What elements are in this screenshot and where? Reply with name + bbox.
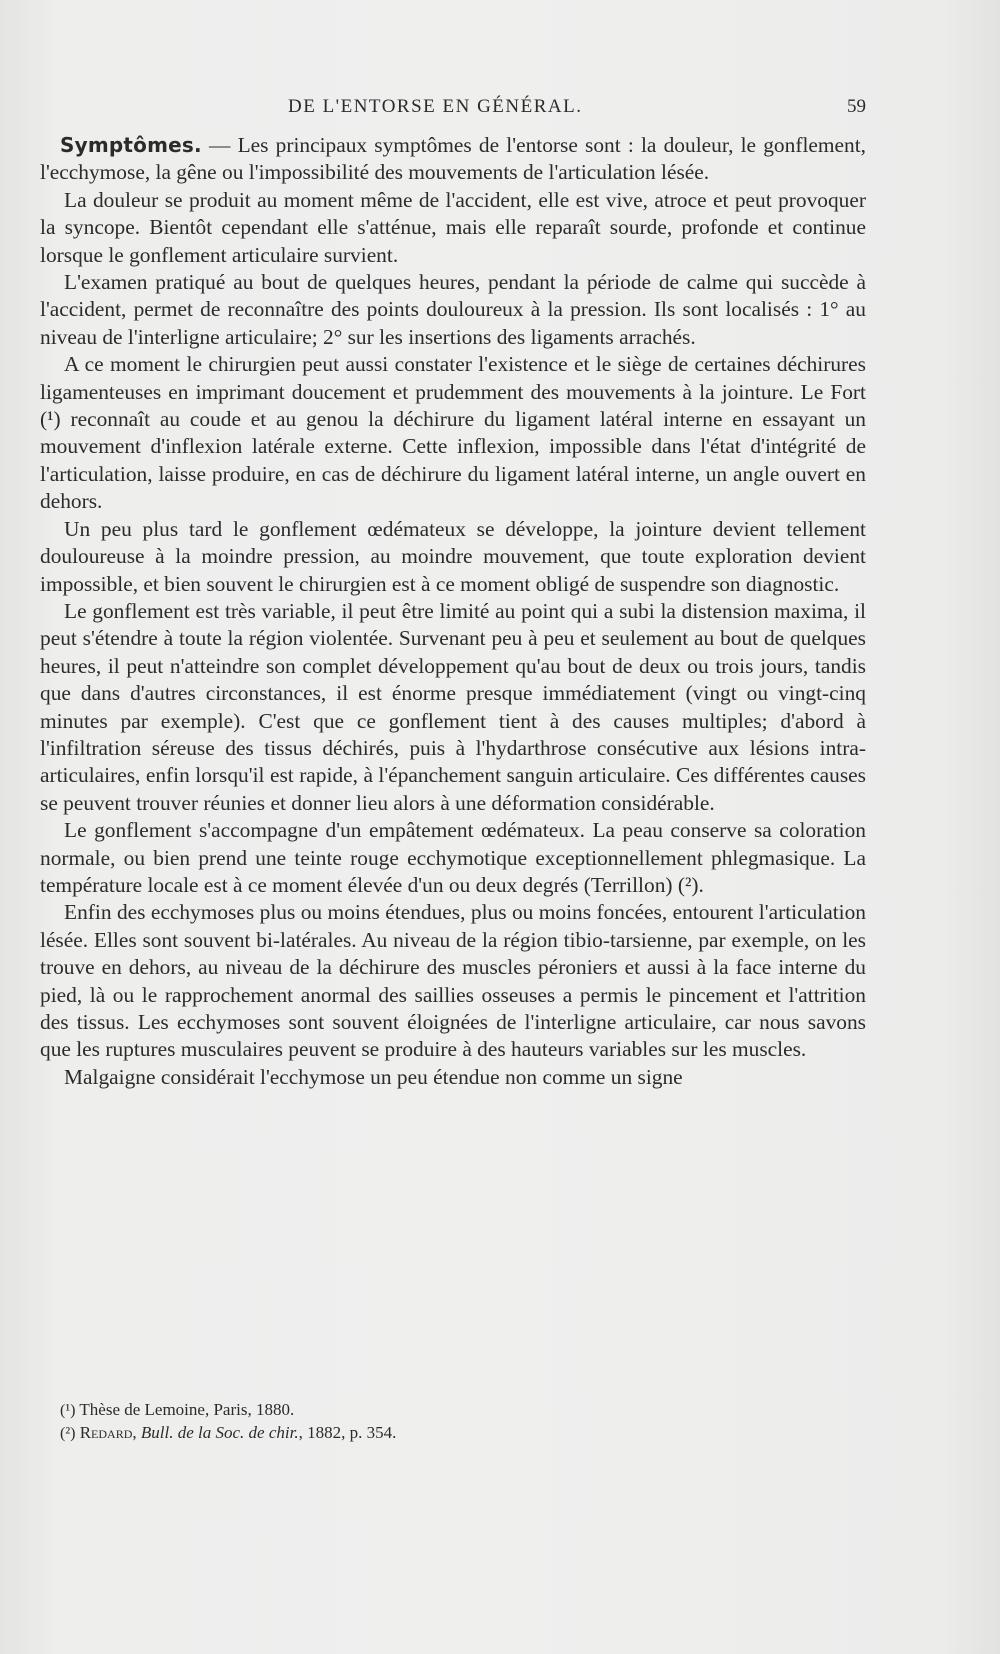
paragraph-gonflement-variable: Le gonflement est très variable, il peut être limité au point qui a subi la distension maxima, il peut s'étendre à toute la région violentée. Survenant peu à peu et seulement au bout de quelques heures, il peut n'atteindre son complet développement qu'au bout de deux ou trois jours, tandis que dans d'autres circonstances, il est énorme presque immédiatement (vingt ou vingt-cinq minutes par exemple). C'est que ce gonflement tient à des causes multiples; d'abord à l'infiltration séreuse des tissus déchirés, puis à l'hydarthrose consécutive aux lésions intra-articulaires, enfin lorsqu'il est rapide, à l'épanchement sanguin articulaire. Ces différentes causes se peuvent trouver réunies et donner lieu alors à une déformation considérable. xyxy=(40,598,866,815)
paragraph-symptomes xyxy=(40,132,866,187)
running-head xyxy=(40,96,866,126)
footnote-2 xyxy=(60,1422,820,1445)
footnote-text: , 1882, p. 354. xyxy=(298,1423,397,1442)
running-title: DE L'ENTORSE EN GÉNÉRAL. xyxy=(288,96,583,117)
paragraph-malgaigne: Malgaigne considérait l'ecchymose un peu étendue non comme un signe xyxy=(64,1064,683,1089)
page-number: 59 xyxy=(847,96,866,117)
footnote-author: Redard, xyxy=(75,1423,137,1442)
footnote-marker: (²) xyxy=(60,1425,76,1442)
footnote-journal: Bull. de la Soc. de chir. xyxy=(136,1423,299,1442)
paragraph-examen: L'examen pratiqué au bout de quelques heures, pendant la période de calme qui succède à l'accident, permet de reconnaître des points douloureux à la pression. Ils sont localisés : 1° au niveau de l'interligne articulaire; 2° sur les insertions des ligaments arrachés. xyxy=(40,270,866,349)
footnotes xyxy=(60,1399,820,1445)
section-heading: Symptômes. xyxy=(60,133,202,157)
body-text xyxy=(40,132,866,1091)
paragraph-text: — Les principaux symptômes de l'entorse sont : la douleur, le gonflement, l'ecchymose, la gêne ou l'impossibilité des mouvements de l'articulation lésée. xyxy=(40,133,866,185)
paragraph-dechirures: A ce moment le chirurgien peut aussi constater l'existence et le siège de certaines déchirures ligamenteuses en imprimant doucement et prudemment des mouvements à la jointure. Le Fort (¹) reconnaît au coude et au genou la déchirure du ligament latéral interne en essayant un mouvement d'inflexion latérale externe. Cette inflexion, impossible dans l'état d'intégrité de l'articulation, laisse produire, en cas de déchirure du ligament latéral interne, un angle ouvert en dehors. xyxy=(40,352,866,514)
paragraph-douleur: La douleur se produit au moment même de l'accident, elle est vive, atroce et peut provoquer la syncope. Bientôt cependant elle s'atténue, mais elle reparaît sourde, profonde et continue lorsque le gonflement articulaire survient. xyxy=(40,187,866,267)
footnote-1 xyxy=(60,1399,820,1422)
paragraph-empatement: Le gonflement s'accompagne d'un empâtement œdémateux. La peau conserve sa coloration normale, ou bien prend une teinte rouge ecchymotique exceptionnellement phlegmasique. La température locale est à ce moment élevée d'un ou deux degrés (Terrillon) (²). xyxy=(40,818,866,897)
paragraph-gonflement-oedemateux: Un peu plus tard le gonflement œdémateux se développe, la jointure devient tellement douloureuse à la moindre pression, au moindre mouvement, que toute exploration devient impossible, et bien souvent le chirurgien est à ce moment obligé de suspendre son diagnostic. xyxy=(40,516,866,596)
paragraph-ecchymoses: Enfin des ecchymoses plus ou moins étendues, plus ou moins foncées, entourent l'articulation lésée. Elles sont souvent bi-latérales. Au niveau de la région tibio-tarsienne, par exemple, on les trouve en dehors, au niveau de la déchirure des muscles péroniers et aussi à la face interne du pied, là ou le rapprochement anormal des saillies osseuses a permis le pincement et l'attrition des tissus. Les ecchymoses sont souvent éloignées de l'interligne articulaire, car nous savons que les ruptures musculaires peuvent se produire à des hauteurs variables sur les muscles. xyxy=(40,900,866,1062)
footnote-text: Thèse de Lemoine, Paris, 1880. xyxy=(75,1400,295,1419)
footnote-marker: (¹) xyxy=(60,1402,76,1419)
